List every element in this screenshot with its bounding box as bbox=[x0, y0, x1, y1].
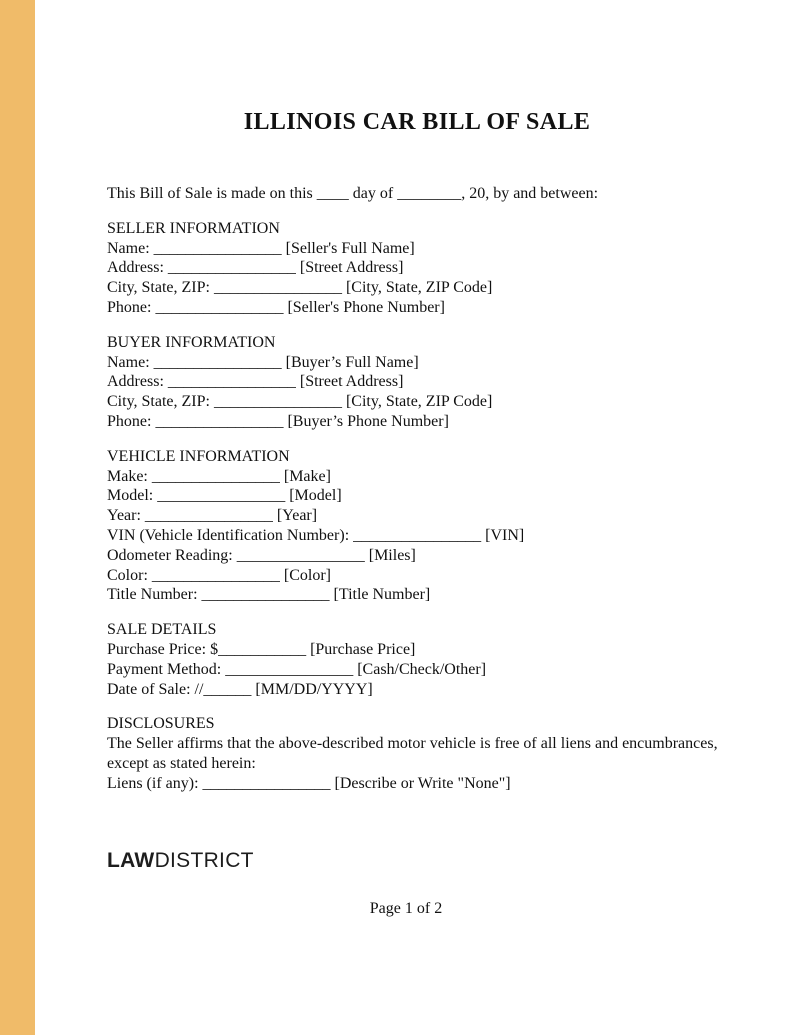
buyer-address-line: Address: ________________ [Street Address] bbox=[107, 373, 404, 391]
sale-date-line: Date of Sale: //______ [MM/DD/YYYY] bbox=[107, 680, 373, 698]
buyer-city-state-zip-line: City, State, ZIP: ________________ [City, State, ZIP Code] bbox=[107, 393, 493, 411]
vehicle-odometer-line: Odometer Reading: ________________ [Miles] bbox=[107, 546, 416, 564]
vehicle-model-line: Model: ________________ [Model] bbox=[107, 487, 342, 505]
section-buyer-information bbox=[107, 333, 727, 432]
intro-paragraph: This Bill of Sale is made on this ____ day of ________, 20, by and between: bbox=[107, 185, 599, 202]
vehicle-make-line: Make: ________________ [Make] bbox=[107, 467, 331, 485]
seller-phone-line: Phone: ________________ [Seller's Phone Number] bbox=[107, 298, 445, 316]
seller-city-state-zip-line: City, State, ZIP: ________________ [City, State, ZIP Code] bbox=[107, 279, 493, 297]
buyer-information-heading: BUYER INFORMATION bbox=[107, 333, 276, 351]
seller-address-line: Address: ________________ [Street Address] bbox=[107, 259, 404, 277]
page-number: Page 1 of 2 bbox=[369, 899, 443, 917]
lawdistrict-logo-bold-part: LAW bbox=[107, 848, 155, 872]
disclosures-liens-line: Liens (if any): ________________ [Describe or Write "None"] bbox=[107, 774, 511, 792]
disclosures-affirmation-text: The Seller affirms that the above-described motor vehicle is free of all liens and encumbrances, except as stated herein: bbox=[107, 735, 718, 772]
buyer-name-line: Name: ________________ [Buyer’s Full Name] bbox=[107, 353, 419, 371]
sale-details-heading: SALE DETAILS bbox=[107, 621, 217, 639]
section-sale-details bbox=[107, 620, 727, 699]
vehicle-information-heading: VEHICLE INFORMATION bbox=[107, 447, 290, 465]
vehicle-year-line: Year: ________________ [Year] bbox=[107, 507, 318, 525]
disclosures-heading: DISCLOSURES bbox=[107, 715, 215, 733]
document-title: ILLINOIS CAR BILL OF SALE bbox=[243, 109, 591, 135]
section-disclosures bbox=[107, 714, 727, 793]
seller-name-line: Name: ________________ [Seller's Full Name] bbox=[107, 239, 415, 257]
sale-payment-method-line: Payment Method: ________________ [Cash/Check/Other] bbox=[107, 660, 487, 678]
sale-purchase-price-line: Purchase Price: $___________ [Purchase Price] bbox=[107, 640, 416, 658]
section-vehicle-information bbox=[107, 447, 727, 605]
document-page bbox=[107, 0, 727, 918]
seller-information-heading: SELLER INFORMATION bbox=[107, 219, 280, 237]
lawdistrict-logo-regular-part: DISTRICT bbox=[154, 848, 254, 872]
lawdistrict-logo bbox=[107, 849, 727, 873]
left-accent-stripe bbox=[0, 0, 35, 1035]
buyer-phone-line: Phone: ________________ [Buyer’s Phone Number] bbox=[107, 412, 449, 430]
vehicle-title-number-line: Title Number: ________________ [Title Number] bbox=[107, 586, 431, 604]
vehicle-color-line: Color: ________________ [Color] bbox=[107, 566, 331, 584]
vehicle-vin-line: VIN (Vehicle Identification Number): ________________ [VIN] bbox=[107, 526, 525, 544]
section-seller-information bbox=[107, 219, 727, 318]
